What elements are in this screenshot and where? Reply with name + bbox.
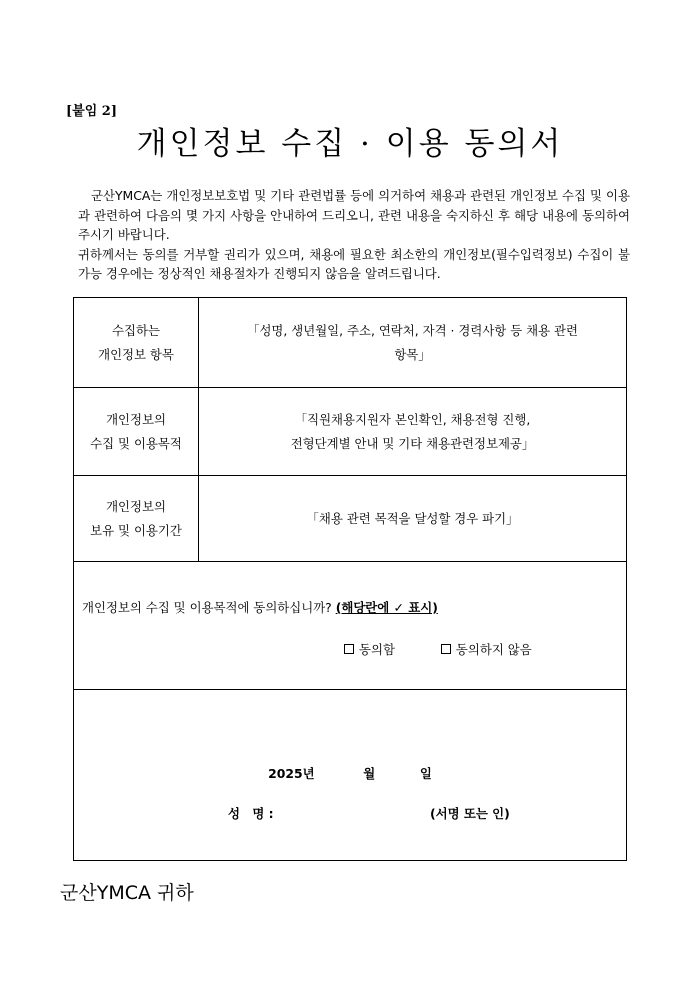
consent-instruction: (해당란에 ✓ 표시) (335, 600, 438, 615)
row-label-line: 수집 및 이용목적 (90, 435, 182, 451)
row-label-line: 개인정보의 (106, 498, 166, 514)
disagree-checkbox[interactable] (441, 644, 451, 654)
agree-checkbox[interactable] (344, 644, 354, 654)
row-value (199, 476, 626, 561)
consent-table (73, 297, 627, 861)
row-value-line: 전형단계별 안내 및 기타 채용관련정보제공」 (290, 435, 535, 451)
row-label (74, 388, 199, 475)
intro-text (78, 186, 630, 284)
intro-paragraph-1: 군산YMCA는 개인정보보호법 및 기타 관련법률 등에 의거하여 채용과 관련된 개인정보 수집 및 이용과 관련하여 다음의 몇 가지 사항을 안내하여 드리오니, 관련 내용을 숙지하신 후 해당 내용에 동의하여 주시기 바랍니다. (78, 188, 630, 243)
row-value-line: 항목」 (394, 346, 431, 362)
signature-note: (서명 또는 인) (430, 806, 510, 821)
attachment-label: [붙임 2] (66, 104, 117, 119)
date-day: 일 (419, 766, 432, 781)
consent-question (82, 598, 438, 616)
agree-label: 동의함 (359, 642, 395, 657)
addressee: 군산YMCA 귀하 (60, 882, 194, 904)
consent-section (74, 562, 626, 690)
date-year: 2025년 (268, 766, 315, 781)
date-line (74, 764, 626, 782)
disagree-option[interactable] (441, 640, 532, 658)
row-value-line: 「직원채용지원자 본인확인, 채용전형 진행, (294, 411, 531, 427)
row-label-line: 보유 및 이용기간 (90, 522, 182, 538)
intro-paragraph-2: 귀하께서는 동의를 거부할 권리가 있으며, 채용에 필요한 최소한의 개인정보(필수입력정보) 수집이 불가능 경우에는 정상적인 채용절차가 진행되지 않음을 알려드립니다. (78, 246, 630, 282)
row-label (74, 476, 199, 561)
signature-section (74, 690, 626, 860)
consent-options (344, 640, 532, 658)
table-row (74, 476, 626, 562)
name-label: 성 명 : (228, 806, 274, 821)
table-row (74, 388, 626, 476)
disagree-label: 동의하지 않음 (455, 642, 532, 657)
row-value-line: 「채용 관련 목적을 달성할 경우 파기」 (306, 510, 519, 526)
row-value (199, 298, 626, 387)
row-label-line: 수집하는 (112, 322, 160, 338)
date-month: 월 (363, 766, 376, 781)
document-title: 개인정보 수집 · 이용 동의서 (136, 126, 564, 162)
row-label-line: 개인정보 항목 (98, 346, 174, 362)
row-value (199, 388, 626, 475)
table-row (74, 298, 626, 388)
agree-option[interactable] (344, 640, 395, 658)
row-label (74, 298, 199, 387)
row-value-line: 「성명, 생년월일, 주소, 연락처, 자격 · 경력사항 등 채용 관련 (247, 322, 578, 338)
row-label-line: 개인정보의 (106, 411, 166, 427)
consent-question-text: 개인정보의 수집 및 이용목적에 동의하십니까? (82, 600, 332, 615)
